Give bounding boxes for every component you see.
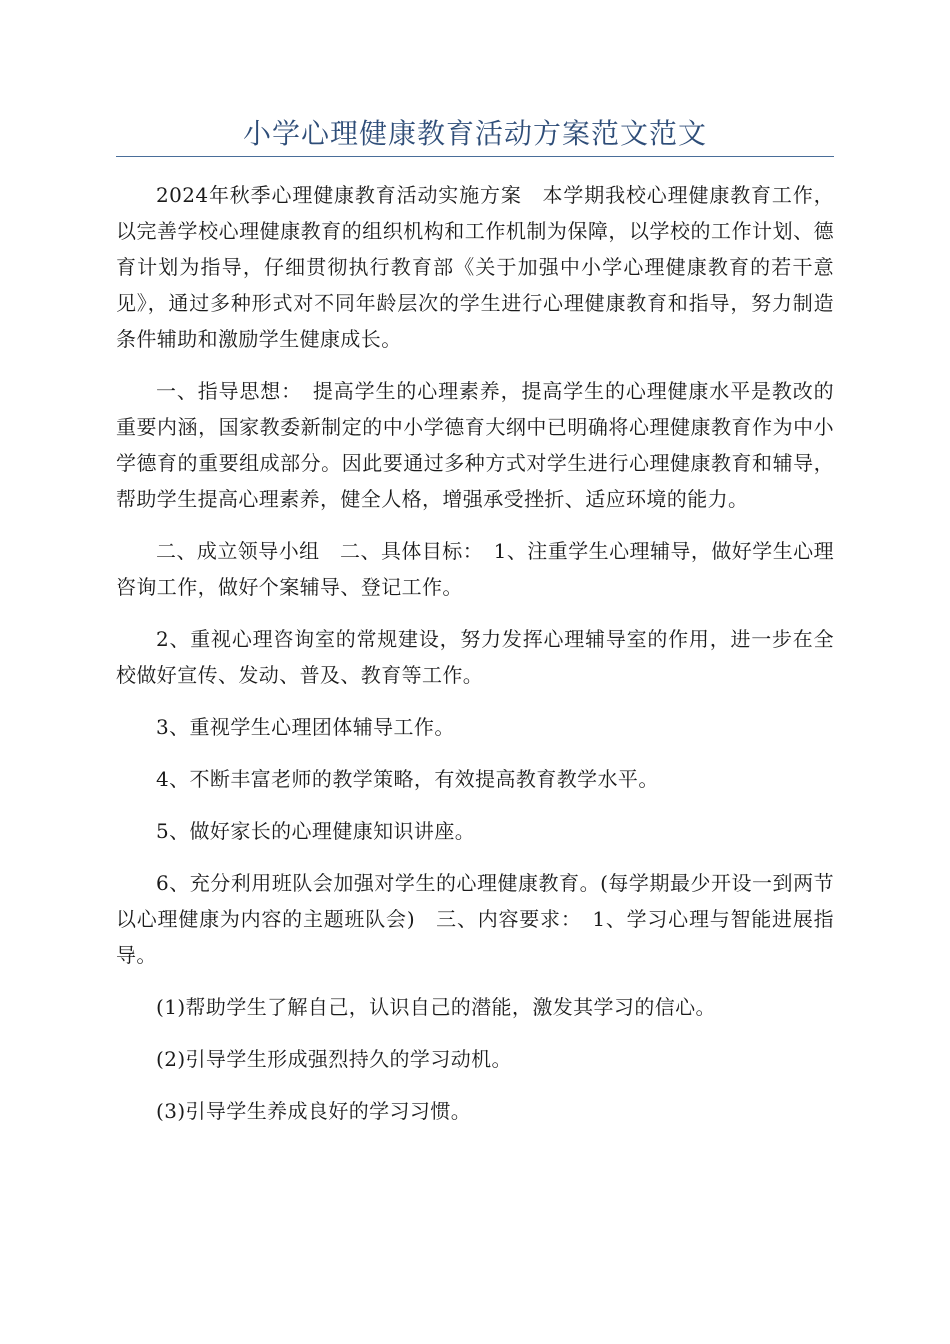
- paragraph-5: 3、重视学生心理团体辅导工作。: [156, 715, 455, 739]
- document-title: 小学心理健康教育活动方案范文范文: [242, 117, 707, 150]
- paragraph-3: 二、成立领导小组 二、具体目标： 1、注重学生心理辅导，做好学生心理咨询工作，做好个案辅导、登记工作。: [116, 539, 834, 599]
- paragraph-10: (2)引导学生形成强烈持久的学习动机。: [156, 1047, 512, 1071]
- title-underline: [116, 156, 834, 157]
- document-body: [116, 177, 834, 1129]
- paragraph-11: (3)引导学生养成良好的学习习惯。: [156, 1099, 472, 1123]
- paragraph-7: 5、做好家长的心理健康知识讲座。: [156, 819, 476, 843]
- paragraph-1: 2024年秋季心理健康教育活动实施方案 本学期我校心理健康教育工作，以完善学校心理健康教育的组织机构和工作机制为保障，以学校的工作计划、德育计划为指导，仔细贯彻执行教育部《关于加强中小学心理健康教育的若干意见》，通过多种形式对不同年龄层次的学生进行心理健康教育和指导，努力制造条件辅助和激励学生健康成长。: [116, 183, 834, 351]
- paragraph-4: 2、重视心理咨询室的常规建设，努力发挥心理辅导室的作用，进一步在全校做好宣传、发动、普及、教育等工作。: [116, 627, 834, 687]
- paragraph-6: 4、不断丰富老师的教学策略，有效提高教育教学水平。: [156, 767, 659, 791]
- paragraph-9: (1)帮助学生了解自己，认识自己的潜能，激发其学习的信心。: [156, 995, 716, 1019]
- paragraph-2: 一、指导思想： 提高学生的心理素养，提高学生的心理健康水平是教改的重要内涵，国家教委新制定的中小学德育大纲中已明确将心理健康教育作为中小学德育的重要组成部分。因此要通过多种方式对学生进行心理健康教育和辅导，帮助学生提高心理素养，健全人格，增强承受挫折、适应环境的能力。: [116, 379, 834, 511]
- document-page: [116, 114, 834, 1145]
- paragraph-8: 6、充分利用班队会加强对学生的心理健康教育。(每学期最少开设一到两节以心理健康为内容的主题班队会) 三、内容要求： 1、学习心理与智能进展指导。: [116, 871, 834, 967]
